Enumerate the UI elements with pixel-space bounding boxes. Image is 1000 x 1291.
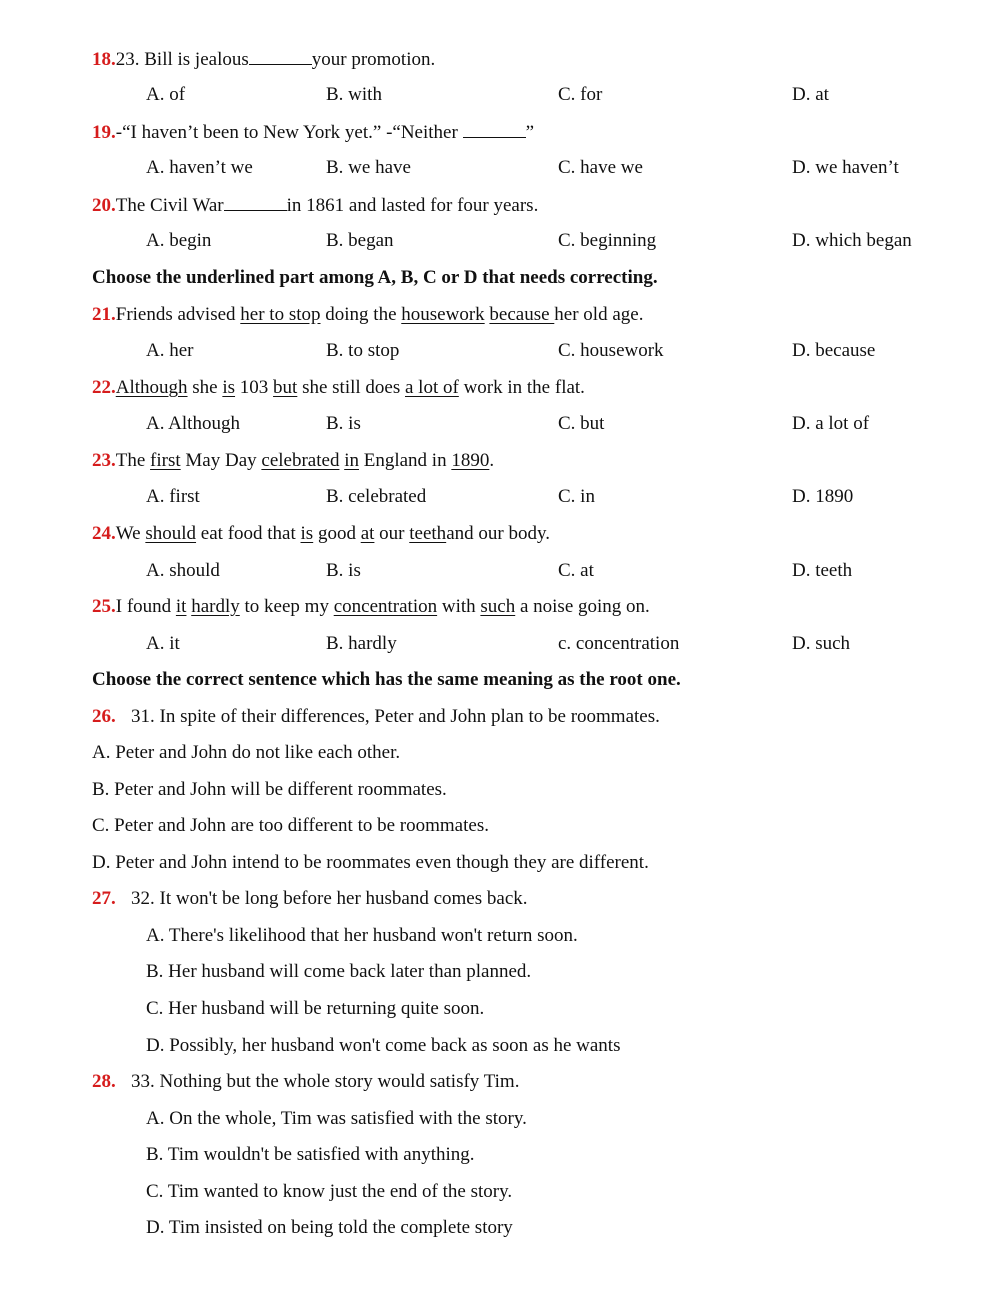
question-27-stem: 27. 32. It won't be long before her husband comes back. (92, 888, 528, 909)
option-c[interactable]: C. beginning (558, 230, 657, 251)
option-a[interactable]: A. of (146, 84, 186, 105)
option-d[interactable]: D. because (792, 340, 876, 361)
underlined-part: a lot of (405, 377, 459, 398)
underlined-part: should (145, 523, 197, 544)
option-a[interactable]: A. begin (146, 230, 212, 251)
option-a[interactable]: A. her (146, 340, 194, 361)
option-a[interactable]: A. There's likelihood that her husband won't return soon. (146, 925, 578, 946)
option-a[interactable]: A. Peter and John do not like each other. (92, 742, 401, 763)
option-c[interactable]: C. Her husband will be returning quite soon. (146, 998, 485, 1019)
underlined-part: Although (115, 377, 188, 398)
question-number: 27. (92, 888, 116, 909)
question-number: 22. (92, 377, 116, 398)
option-c[interactable]: c. concentration (558, 633, 680, 654)
option-c[interactable]: C. but (558, 413, 605, 434)
underlined-part: but (273, 377, 298, 398)
question-number: 25. (92, 596, 116, 617)
option-c[interactable]: C. have we (558, 157, 643, 178)
answer-blank (463, 120, 526, 138)
question-25-stem: 25.I found it hardly to keep my concentration with such a noise going on. (92, 596, 650, 617)
underlined-part: celebrated (261, 450, 340, 471)
question-number: 20. (92, 195, 116, 216)
question-number: 18. (92, 49, 116, 70)
answer-blank (224, 193, 287, 211)
option-c[interactable]: C. in (558, 486, 595, 507)
option-d[interactable]: D. which began (792, 230, 912, 251)
underlined-part: because (489, 304, 555, 325)
underlined-part: teeth (409, 523, 447, 544)
option-c[interactable]: C. Tim wanted to know just the end of the story. (146, 1181, 513, 1202)
underlined-part: is (300, 523, 314, 544)
underlined-part: first (150, 450, 181, 471)
underlined-part: hardly (191, 596, 240, 617)
option-b[interactable]: B. is (326, 560, 361, 581)
question-26-stem: 26. 31. In spite of their differences, Peter and John plan to be roommates. (92, 706, 660, 727)
option-b[interactable]: B. began (326, 230, 394, 251)
question-number: 19. (92, 122, 116, 143)
option-a[interactable]: A. haven’t we (146, 157, 253, 178)
underlined-part: her to stop (240, 304, 321, 325)
option-b[interactable]: B. celebrated (326, 486, 427, 507)
option-a[interactable]: A. first (146, 486, 200, 507)
option-a[interactable]: A. Although (146, 413, 240, 434)
question-18-stem: 18.23. Bill is jealous your promotion. (92, 49, 436, 70)
option-c[interactable]: C. at (558, 560, 594, 581)
question-number: 24. (92, 523, 116, 544)
option-c[interactable]: C. for (558, 84, 603, 105)
section-heading-error-identification: Choose the underlined part among A, B, C or D that needs correcting. (92, 267, 658, 288)
option-d[interactable]: D. 1890 (792, 486, 854, 507)
option-d[interactable]: D. at (792, 84, 829, 105)
question-number: 26. (92, 706, 116, 727)
question-number: 21. (92, 304, 116, 325)
question-28-stem: 28. 33. Nothing but the whole story would satisfy Tim. (92, 1071, 520, 1092)
underlined-part: 1890 (451, 450, 490, 471)
option-a[interactable]: A. it (146, 633, 180, 654)
underlined-part: in (344, 450, 359, 471)
question-number: 23. (92, 450, 116, 471)
option-b[interactable]: B. to stop (326, 340, 400, 361)
underlined-part: such (480, 596, 516, 617)
option-d[interactable]: D. Peter and John intend to be roommates even though they are different. (92, 852, 649, 873)
question-20-stem: 20.The Civil War in 1861 and lasted for four years. (92, 195, 539, 216)
option-a[interactable]: A. On the whole, Tim was satisfied with the story. (146, 1108, 527, 1129)
underlined-part: at (360, 523, 375, 544)
option-b[interactable]: B. with (326, 84, 382, 105)
option-d[interactable]: D. we haven’t (792, 157, 899, 178)
question-19-stem: 19.-“I haven’t been to New York yet.” -“Neither ” (92, 122, 534, 143)
option-b[interactable]: B. Tim wouldn't be satisfied with anything. (146, 1144, 475, 1165)
option-d[interactable]: D. Possibly, her husband won't come back as soon as he wants (146, 1035, 621, 1056)
option-b[interactable]: B. Peter and John will be different roommates. (92, 779, 447, 800)
section-heading-same-meaning: Choose the correct sentence which has the same meaning as the root one. (92, 669, 681, 690)
option-b[interactable]: B. Her husband will come back later than planned. (146, 961, 532, 982)
option-a[interactable]: A. should (146, 560, 220, 581)
underlined-part: is (222, 377, 236, 398)
question-number: 28. (92, 1071, 116, 1092)
option-c[interactable]: C. Peter and John are too different to be roommates. (92, 815, 489, 836)
option-d[interactable]: D. such (792, 633, 851, 654)
answer-blank (249, 47, 312, 65)
underlined-part: housework (401, 304, 485, 325)
option-c[interactable]: C. housework (558, 340, 664, 361)
question-21-stem: 21.Friends advised her to stop doing the housework because her old age. (92, 304, 644, 325)
question-23-stem: 23.The first May Day celebrated in England in 1890. (92, 450, 495, 471)
option-b[interactable]: B. is (326, 413, 361, 434)
underlined-part: it (175, 596, 187, 617)
underlined-part: concentration (333, 596, 438, 617)
question-22-stem: 22.Although she is 103 but she still does a lot of work in the flat. (92, 377, 585, 398)
option-d[interactable]: D. Tim insisted on being told the complete story (146, 1217, 513, 1238)
option-b[interactable]: B. hardly (326, 633, 397, 654)
option-b[interactable]: B. we have (326, 157, 411, 178)
question-24-stem: 24.We should eat food that is good at our teethand our body. (92, 523, 550, 544)
option-d[interactable]: D. teeth (792, 560, 853, 581)
option-d[interactable]: D. a lot of (792, 413, 870, 434)
